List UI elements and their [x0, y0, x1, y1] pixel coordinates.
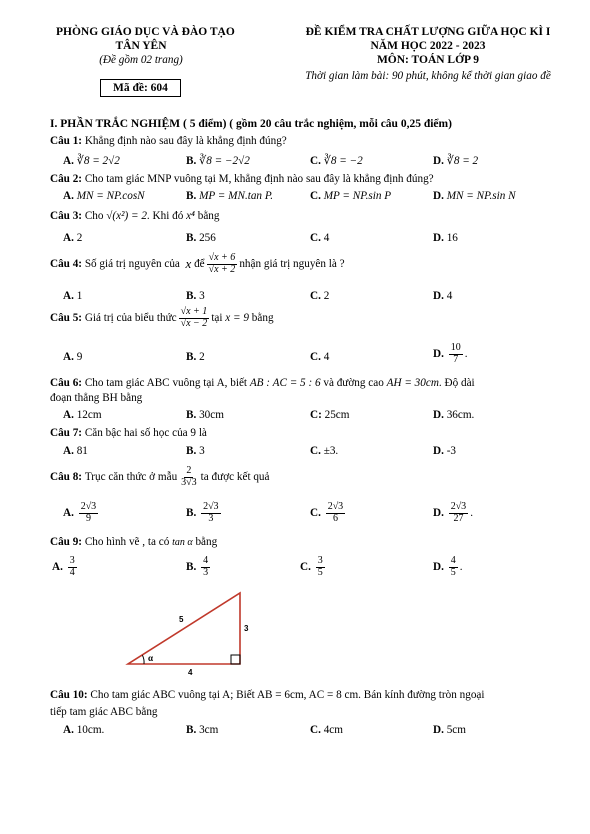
- school-year: NĂM HỌC 2022 - 2023: [370, 40, 486, 52]
- option-a[interactable]: A. 1: [63, 290, 83, 302]
- fraction: $\frac{3}{4}$: [69, 555, 75, 578]
- question-3: Câu 3: Cho √(x²) = 2. Khi đó x⁴ bằng: [50, 210, 220, 222]
- fraction: $\frac{2√3}{9}$: [80, 501, 97, 524]
- base-label: 4: [188, 668, 193, 677]
- option-d[interactable]: D. ∛8 = 2: [433, 155, 479, 167]
- fraction: $\frac{4}{5}$: [450, 555, 456, 578]
- fraction: $\frac{√x + 6}{√x + 2}$: [208, 252, 236, 275]
- question-label: Câu 6:: [50, 377, 83, 389]
- option-d[interactable]: D. $\frac{4}{5}$ .: [433, 555, 463, 578]
- option-b[interactable]: B. $\frac{4}{3}$: [186, 555, 209, 578]
- hypotenuse-label: 5: [179, 615, 184, 624]
- question-text: Cho tam giác ABC vuông tại A; Biết AB = 6cm, AC = 8 cm. Bán kính đường tròn ngoại: [90, 689, 485, 701]
- option-d[interactable]: D. -3: [433, 445, 457, 457]
- option-d[interactable]: D. $\frac{2√3}{27}$ .: [433, 501, 473, 524]
- question-label: Câu 9:: [50, 536, 83, 548]
- question-label: Câu 8:: [50, 471, 83, 483]
- option-c[interactable]: C. ∛8 = −2: [310, 155, 363, 167]
- option-b[interactable]: B. MP = MN.tan P.: [186, 190, 274, 202]
- fraction: $\frac{2√3}{6}$: [327, 501, 344, 524]
- question-label: Câu 3:: [50, 210, 83, 222]
- question-label: Câu 7:: [50, 427, 83, 439]
- question-9: Câu 9: Cho hình vẽ , ta có tan α bằng: [50, 536, 218, 548]
- option-b[interactable]: B. 2: [186, 351, 205, 363]
- section-title: I. PHẦN TRẮC NGHIỆM ( 5 điểm) ( gồm 20 câu trắc nghiệm, mỗi câu 0,25 điểm): [50, 118, 452, 130]
- time-note: Thời gian làm bài: 90 phút, không kể thời gian giao đề: [305, 70, 551, 82]
- question-label: Câu 5:: [50, 312, 83, 324]
- option-b[interactable]: B. ∛8 = −2√2: [186, 155, 250, 167]
- angle-label: α: [148, 653, 154, 663]
- option-c[interactable]: C. $\frac{3}{5}$: [300, 555, 323, 578]
- option-a[interactable]: A. $\frac{3}{4}$: [52, 555, 75, 578]
- option-a[interactable]: A. MN = NP.cosN: [63, 190, 145, 202]
- option-d[interactable]: D. 36cm.: [433, 409, 475, 421]
- right-angle-mark: [231, 655, 240, 664]
- question-1: [50, 135, 287, 147]
- question-4: Câu 4: Số giá trị nguyên của x để $\frac{√x + 6}{√x + 2}$ nhận giá trị nguyên là ?: [50, 252, 345, 275]
- fraction: $\frac{2√3}{3}$: [203, 501, 219, 524]
- fraction: $\frac{2√3}{27}$: [450, 501, 467, 524]
- question-2: [50, 173, 434, 185]
- option-a[interactable]: A. ∛8 = 2√2: [63, 155, 120, 167]
- option-d[interactable]: D. MN = NP.sin N: [433, 190, 516, 202]
- subject: MÔN: TOÁN LỚP 9: [376, 54, 480, 66]
- option-c[interactable]: C. $\frac{2√3}{6}$: [310, 501, 344, 524]
- option-c[interactable]: C. MP = NP.sin P: [310, 190, 392, 202]
- option-b[interactable]: B. 3: [186, 445, 205, 457]
- option-d[interactable]: D. 4: [433, 290, 453, 302]
- question-6: Câu 6: Cho tam giác ABC vuông tại A, biết AB : AC = 5 : 6 và đường cao AH = 30cm. Độ dài: [50, 377, 475, 389]
- question-text: Căn bậc hai số học của 9 là: [84, 427, 207, 439]
- district-name: TÂN YÊN: [115, 40, 167, 52]
- exam-code: Mã đề: 604: [100, 79, 181, 97]
- option-d[interactable]: D. 5cm: [433, 724, 466, 736]
- dept-name: PHÒNG GIÁO DỤC VÀ ĐÀO TẠO: [56, 26, 235, 38]
- option-c[interactable]: C. 2: [310, 290, 330, 302]
- question-label: Câu 10:: [50, 689, 88, 701]
- question-8: Câu 8: Trục căn thức ở mẫu $\frac{2}{3√3}$ ta được kết quả: [50, 465, 270, 488]
- fraction: $\frac{2}{3√3}$: [181, 465, 197, 488]
- option-a[interactable]: A. 10cm.: [63, 724, 105, 736]
- question-10-line2: tiếp tam giác ABC bằng: [50, 706, 158, 718]
- question-text: Cho tam giác MNP vuông tại M, khẳng định nào sau đây là khẳng định đúng?: [84, 173, 434, 185]
- page-count-note: (Đề gồm 02 trang): [99, 54, 183, 66]
- option-c[interactable]: C: 25cm: [310, 409, 350, 421]
- math-expression: √(x²) = 2: [106, 210, 147, 222]
- option-a[interactable]: A. 12cm: [63, 409, 102, 421]
- question-7: [50, 427, 207, 439]
- question-label: Câu 4:: [50, 258, 83, 270]
- question-text: Khẳng định nào sau đây là khẳng định đúng?: [84, 135, 287, 147]
- option-c[interactable]: C. 4: [310, 232, 330, 244]
- fraction: $\frac{4}{3}$: [203, 555, 209, 578]
- option-b[interactable]: B. 30cm: [186, 409, 224, 421]
- fraction: $\frac{3}{5}$: [317, 555, 323, 578]
- triangle-shape: [128, 593, 240, 664]
- option-b[interactable]: B. 3: [186, 290, 205, 302]
- angle-arc: [142, 655, 144, 664]
- option-c[interactable]: C. 4cm: [310, 724, 343, 736]
- option-b[interactable]: B. 256: [186, 232, 216, 244]
- fraction: $\frac{√x + 1}{√x - 2}$: [180, 306, 208, 329]
- question-label: Câu 1:: [50, 135, 83, 147]
- option-d[interactable]: D. 16: [433, 232, 458, 244]
- option-b[interactable]: B. $\frac{2√3}{3}$: [186, 501, 219, 524]
- option-c[interactable]: C. 4: [310, 351, 330, 363]
- option-a[interactable]: A. $\frac{2√3}{9}$: [63, 501, 97, 524]
- option-a[interactable]: A. 81: [63, 445, 88, 457]
- option-a[interactable]: A. 2: [63, 232, 83, 244]
- triangle-figure: [120, 585, 260, 680]
- vertical-side-label: 3: [244, 624, 249, 633]
- math-expression: x⁴: [186, 210, 195, 222]
- fraction: $\frac{10}{7}$: [450, 342, 461, 365]
- option-a[interactable]: A. 9: [63, 351, 83, 363]
- exam-title: ĐỀ KIỂM TRA CHẤT LƯỢNG GIỮA HỌC KÌ I: [305, 26, 551, 38]
- option-d[interactable]: D. $\frac{10}{7}$ .: [433, 342, 468, 365]
- question-label: Câu 2:: [50, 173, 83, 185]
- question-5: Câu 5: Giá trị của biểu thức $\frac{√x + 1}{√x - 2}$ tại x = 9 bằng: [50, 306, 274, 329]
- question-6-line2: đoạn thẳng BH bằng: [50, 392, 143, 404]
- option-b[interactable]: B. 3cm: [186, 724, 219, 736]
- question-10: [50, 689, 484, 701]
- option-c[interactable]: C. ±3.: [310, 445, 339, 457]
